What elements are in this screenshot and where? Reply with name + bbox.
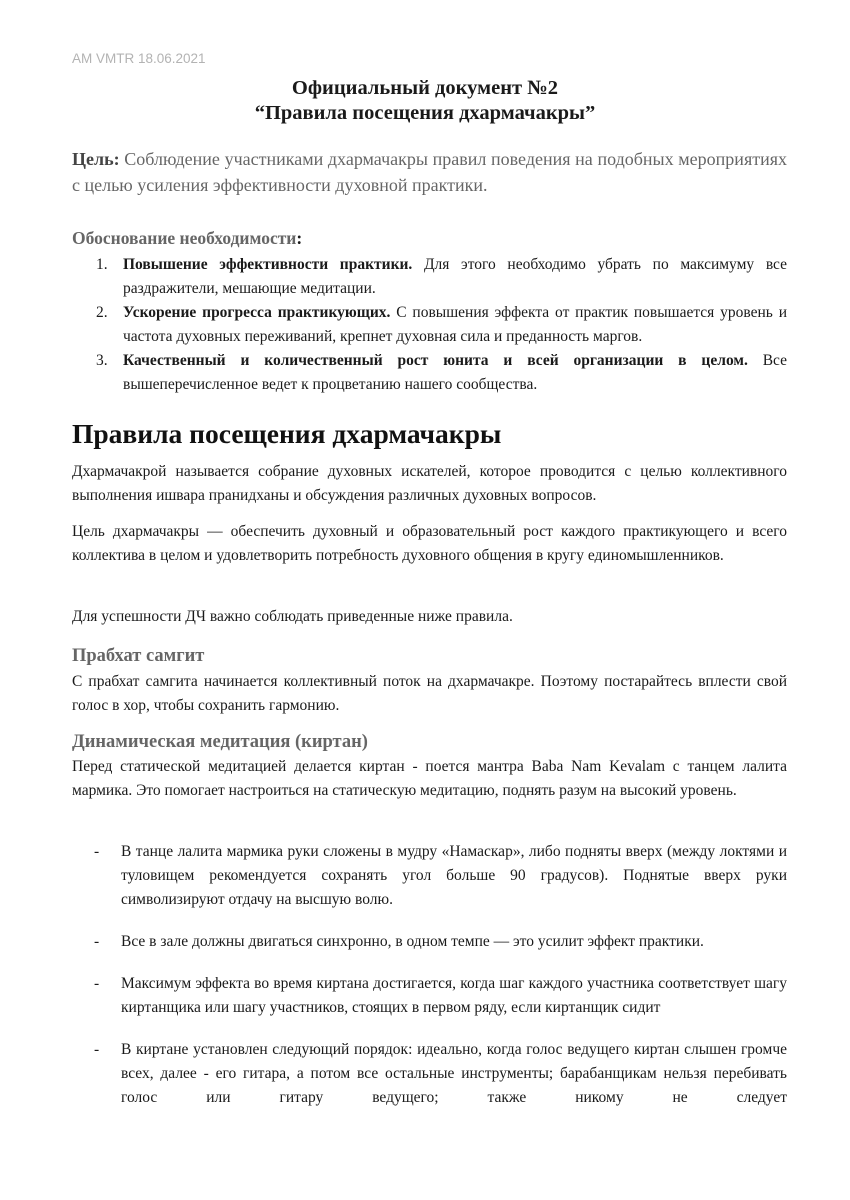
kirtan-rules-list [72,840,787,1128]
document-title-line-2: “Правила посещения дхармачакры” [254,102,596,124]
list-item-text: В танце лалита мармика руки сложены в мудру «Намаскар», либо подняты вверх (между локтями и туловищем рекомендуется сохранять угол больше 90 градусов). Поднятые вверх руки символизируют отдачу на высшую волю. [121,843,787,908]
list-item-dash: - [94,975,100,992]
justification-heading [72,228,302,249]
kirtan-heading: Динамическая медитация (киртан) [72,732,368,752]
list-item [72,253,787,301]
list-item-number: 1. [96,256,108,273]
list-item [72,840,787,912]
goal-text: Соблюдение участниками дхармачакры правил поведения на подобных мероприятиях с целью усиления эффективности духовной практики. [72,149,787,195]
document-title [0,76,850,126]
list-item-text: Максимум эффекта во время киртана достигается, когда шаг каждого участника соответствует шагу киртанщика или шагу участников, стоящих в первом ряду, если киртанщик сидит [121,975,787,1016]
list-item-bold: Ускорение прогресса практикующих. [123,304,391,321]
prabhat-heading: Прабхат самгит [72,646,205,666]
document-title-line-1: Официальный документ №2 [291,77,559,99]
rules-heading: Правила посещения дхармачакры [72,418,502,449]
goal-paragraph [72,146,787,198]
list-item [72,930,787,954]
justification-heading-text: Обоснование необходимости [72,228,297,248]
rules-paragraph-definition: Дхармачакрой называется собрание духовных искателей, которое проводится с целью коллективного выполнения ишвара пранидханы и обсуждения различных духовных вопросов. [72,463,787,504]
list-item-dash: - [94,843,100,860]
kirtan-paragraph: Перед статической медитацией делается киртан - поется мантра Baba Nam Kevalam с танцем лалита мармика. Это помогает настроиться на статическую медитацию, поднять разум на высокий уровень. [72,758,787,799]
list-item [72,349,787,397]
list-item [72,1038,787,1110]
justification-heading-colon: : [296,228,303,248]
list-item-text: Для этого необходимо убрать по максимуму все раздражители, мешающие медитации. [123,256,787,297]
list-item [72,301,787,349]
list-item [72,972,787,1020]
list-item-text: С повышения эффекта от практик повышается уровень и частота духовных переживаний, крепнет духовная сила и преданность маргов. [123,304,787,345]
rules-paragraph-note: Для успешности ДЧ важно соблюдать приведенные ниже правила. [72,608,513,625]
list-item-dash: - [94,933,100,950]
goal-label: Цель: [72,149,120,169]
justification-list [72,253,787,397]
list-item-bold: Качественный и количественный рост юнита и всей организации в целом. [123,352,748,369]
list-item-text: В киртане установлен следующий порядок: идеально, когда голос ведущего киртан слышен громче всех, далее - его гитара, а потом все остальные инструменты; барабанщикам нельзя перебивать голос или гитару ведущего; также никому не следует [121,1041,787,1106]
list-item-text: Все в зале должны двигаться синхронно, в одном темпе — это усилит эффект практики. [121,933,704,950]
list-item-number: 2. [96,304,108,321]
list-item-dash: - [94,1041,100,1058]
rules-paragraph-goal: Цель дхармачакры — обеспечить духовный и образовательный рост каждого практикующего и всего коллектива в целом и удовлетворить потребность духовного общения в кругу единомышленников. [72,523,787,564]
list-item-text: Все вышеперечисленное ведет к процветанию нашего сообщества. [123,352,787,393]
prabhat-paragraph: С прабхат самгита начинается коллективный поток на дхармачакре. Поэтому постарайтесь вплести свой голос в хор, чтобы сохранить гармонию. [72,673,787,714]
list-item-bold: Повышение эффективности практики. [123,256,413,273]
document-header-mark: AM VMTR 18.06.2021 [72,51,206,66]
list-item-number: 3. [96,352,108,369]
